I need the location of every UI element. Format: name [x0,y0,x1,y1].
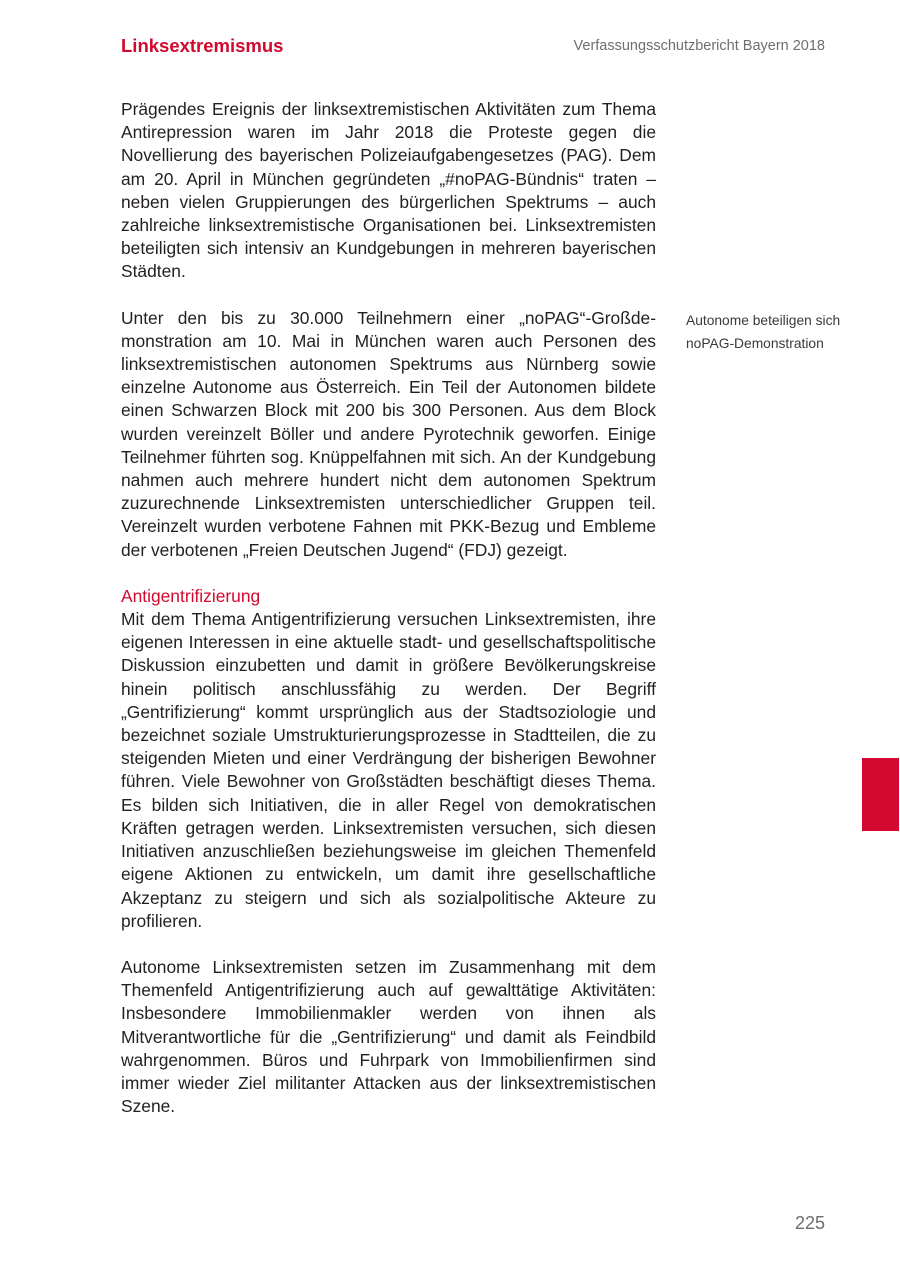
main-text [121,98,656,1141]
subheading-antigentrifizierung: Antigentrifizierung [121,585,261,606]
paragraph-3: Mit dem Thema Antigentrifizierung versuchen Linksextremisten, ihre eigenen Interessen in eine aktuelle stadt- und gesellschaftspolitische Diskussion einzubetten und damit in größere Bevölkerungskreise hinein politisch anschlussfähig zu werden. Der Begriff „Gentrifizierung“ kommt ursprünglich aus der Stadtsoziologie und bezeichnet soziale Umstrukturierungsprozesse in Stadtteilen, die zu steigenden Mieten und einer Verdrängung der bisherigen Bewohner führen. Viele Bewohner von Großstädten beschäftigt dieses Thema. Es bilden sich Initiativen, die in aller Regel von demokratischen Kräften getragen werden. Linksextremisten versuchen, sich diesen Initiativen anzuschließen beziehungsweise im gleichen Themenfeld eigene Aktionen zu entwickeln, um damit ihre gesellschaftliche Akzeptanz zu steigern und sich als sozialpolitische Akteure zu profilieren. [121,609,656,931]
chapter-thumb-tab [862,758,899,831]
paragraph-4: Autonome Linksextremisten setzen im Zusammenhang mit dem Themenfeld Antigentrifizierung auch auf gewalttätige Aktivitäten: Insbesondere Immobilienmakler werden von ihnen als Mitverantwortliche für die „Gentrifizierung“ und damit als Feindbild wahrgenommen. Büros und Fuhrpark von Immobilienfirmen sind immer wieder Ziel militanter Attacken aus der linksextremistischen Szene. [121,956,656,1117]
section-title: Linksextremismus [121,35,284,56]
margin-note: Autonome beteiligen sich noPAG-Demonstration [686,313,841,351]
report-title: Verfassungsschutzbericht Bayern 2018 [573,38,825,54]
page-number: 225 [794,1213,825,1233]
paragraph-1: Prägendes Ereignis der linksextremistischen Aktivitäten zum Thema Antirepression waren im Jahr 2018 die Proteste gegen die Novellierung des bayerischen Polizeiaufgabengesetzes (PAG). Dem am 20. April in München gegründeten „#noPAG-Bündnis“ traten – neben vielen Gruppierungen des bürgerlichen Spektrums – auch zahlreiche linksextremistische Organisationen bei. Linksextremisten beteiligten sich intensiv an Kundgebungen in mehreren bayerischen Städten. [121,99,656,282]
paragraph-2: Unter den bis zu 30.000 Teilnehmern einer „noPAG“-Großdemonstration am 10. Mai in München waren auch Personen des linksextremistischen autonomen Spektrums aus Nürnberg sowie einzelne Autonome aus Österreich. Ein Teil der Autonomen bildete einen Schwarzen Block mit 200 bis 300 Personen. Aus dem Block wurden vereinzelt Böller und andere Pyrotechnik geworfen. Einige Teilnehmer führten sog. Knüppelfahnen mit sich. An der Kundgebung nahmen auch mehrere hundert nicht dem autonomen Spektrum zuzurechnende Linksextremisten unterschiedlicher Gruppen teil. Vereinzelt wurden verbotene Fahnen mit PKK-Bezug und Embleme der verbotenen „Freien Deutschen Jugend“ (FDJ) gezeigt. [121,307,656,560]
